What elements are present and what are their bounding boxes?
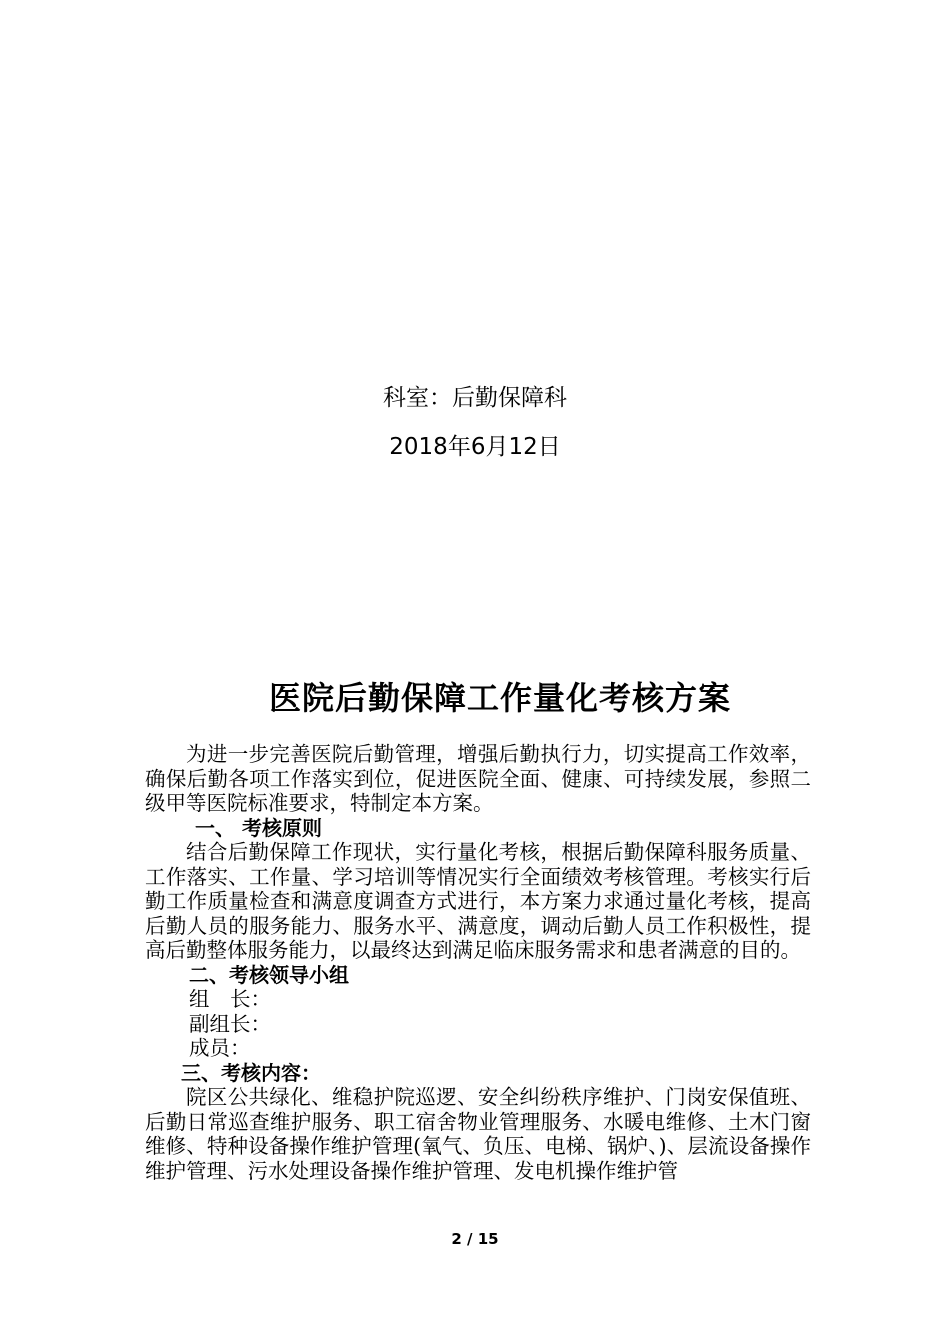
department-line: 科室：后勤保障科 (383, 385, 567, 411)
intro-paragraph: 为进一步完善医院后勤管理，增强后勤执行力，切实提高工作效率，确保后勤各项工作落实到位，促进医院全面、健康、可持续发展，参照二级甲等医院标准要求，特制定本方案。 (145, 742, 811, 815)
section-heading-leadership: 二、考核领导小组 (189, 962, 349, 987)
leader-line: 组 长： (189, 987, 271, 1011)
principles-paragraph: 结合后勤保障工作现状，实行量化考核，根据后勤保障科服务质量、工作落实、工作量、学习培训等情况实行全面绩效考核管理。考核实行后勤工作质量检查和满意度调查方式进行，本方案力求通过量化考核，提高后勤人员的服务能力、服务水平、满意度，调动后勤人员工作积极性，提高后勤整体服务能力，以最终达到满足临床服务需求和患者满意的目的。 (145, 840, 811, 962)
members-line: 成员： (189, 1036, 251, 1060)
date-line: 2018年6月12日 (389, 434, 561, 460)
document-title: 医院后勤保障工作量化考核方案 (268, 679, 731, 717)
section-heading-principles: 一、 考核原则 (195, 815, 322, 840)
content-paragraph: 院区公共绿化、维稳护院巡逻、安全纠纷秩序维护、门岗安保值班、后勤日常巡查维护服务、职工宿舍物业管理服务、水暖电维修、土木门窗维修、特种设备操作维护管理(氧气、负压、电梯、锅炉、)、层流设备操作维护管理、污水处理设备操作维护管理、发电机操作维护管 (145, 1085, 811, 1183)
page-number: 2 / 15 (451, 1230, 499, 1248)
deputy-leader-line: 副组长： (189, 1011, 271, 1036)
section-heading-content: 三、考核内容： (181, 1060, 321, 1085)
document-body (145, 742, 811, 1183)
